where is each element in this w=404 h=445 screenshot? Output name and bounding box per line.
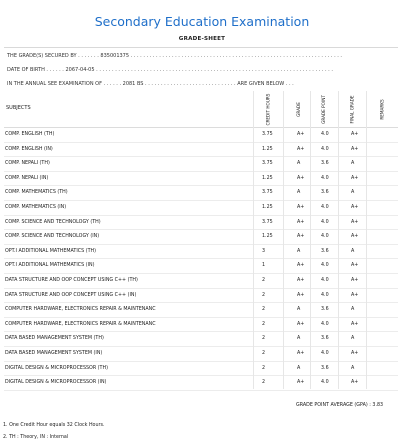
credit-hours-cell: 2 <box>262 321 266 327</box>
grade-point-cell: 3.6 <box>321 365 329 371</box>
grade-point-cell: 4.0 <box>321 263 329 269</box>
grade-point-cell: 4.0 <box>321 234 329 240</box>
grade-point-cell: 4.0 <box>321 321 329 327</box>
credit-hours-cell: 2 <box>262 307 266 313</box>
subject-cell: DATA BASED MANAGEMENT SYSTEM (TH) <box>5 336 104 342</box>
final-grade-cell: A+ <box>351 234 359 240</box>
final-grade-cell: A <box>351 248 355 254</box>
final-grade-cell: A+ <box>351 132 359 137</box>
final-grade-cell: A+ <box>351 380 359 386</box>
final-grade-cell: A+ <box>351 321 359 327</box>
grade-cell: A+ <box>297 146 305 152</box>
subject-cell: COMP. ENGLISH (IN) <box>5 146 53 152</box>
final-grade-cell: A <box>351 307 355 313</box>
subject-cell: DATA BASED MANAGEMENT SYSTEM (IN) <box>5 350 103 356</box>
subject-cell: COMP. NEPALI (TH) <box>5 161 50 167</box>
subject-cell: DATA STRUCTURE AND OOP CONCEPT USING C++ (IN) <box>5 292 137 298</box>
credit-hours-cell: 2 <box>262 350 266 356</box>
column-divider <box>283 91 284 389</box>
credit-hours-cell: 1.25 <box>262 234 273 240</box>
final-grade-cell: A+ <box>351 277 359 283</box>
grade-cell: A+ <box>297 277 305 283</box>
grade-cell: A+ <box>297 380 305 386</box>
final-grade-cell: A+ <box>351 263 359 269</box>
final-grade-cell: A+ <box>351 146 359 152</box>
grade-cell: A+ <box>297 175 305 181</box>
subject-cell: DIGITAL DESIGN & MICROPROCESSOR (TH) <box>5 365 108 371</box>
note-abbreviations: 2. TH : Theory, IN : Internal <box>3 435 69 440</box>
subject-cell: COMPUTER HARDWARE, ELECTRONICS REPAIR & MAINTENANC <box>5 307 156 313</box>
grade-cell: A+ <box>297 234 305 240</box>
exam-title: Secondary Education Examination <box>94 14 310 29</box>
grade-point-cell: 4.0 <box>321 292 329 298</box>
info-examination: IN THE ANNUAL SEE EXAMINATION OF . . . . . . 2081 BS . . . . . . . . . . . . . . . . . . . . . . . . . . . . . ARE GIVEN BELOW . . . <box>7 81 294 87</box>
header-final-grade: FINAL GRADE <box>349 95 355 124</box>
final-grade-cell: A <box>351 365 355 371</box>
grade-point-cell: 4.0 <box>321 380 329 386</box>
grade-point-cell: 3.6 <box>321 190 329 196</box>
credit-hours-cell: 3.75 <box>262 219 273 225</box>
grade-cell: A+ <box>297 219 305 225</box>
grade-cell: A+ <box>297 350 305 356</box>
grade-point-cell: 4.0 <box>321 204 329 210</box>
final-grade-cell: A <box>351 336 355 342</box>
header-grade-point: GRADE POINT <box>320 95 326 124</box>
credit-hours-cell: 1 <box>262 263 266 269</box>
header-subjects: SUBJECTS <box>6 105 31 111</box>
header-credit-hours: CREDIT HOURS <box>265 93 271 126</box>
credit-hours-cell: 2 <box>262 277 266 283</box>
grade-sheet-heading: GRADE-SHEET <box>178 36 226 42</box>
subject-cell: COMPUTER HARDWARE, ELECTRONICS REPAIR & MAINTENANC <box>5 321 156 327</box>
subject-cell: COMP. ENGLISH (TH) <box>5 132 55 137</box>
credit-hours-cell: 3 <box>262 248 266 254</box>
column-divider <box>310 91 311 389</box>
header-grade: GRADE <box>295 102 301 117</box>
grade-cell: A+ <box>297 292 305 298</box>
subject-cell: DATA STRUCTURE AND OOP CONCEPT USING C++ (TH) <box>5 277 138 283</box>
final-grade-cell: A+ <box>351 204 359 210</box>
credit-hours-cell: 3.75 <box>262 190 273 196</box>
grade-cell: A+ <box>297 321 305 327</box>
final-grade-cell: A+ <box>351 175 359 181</box>
credit-hours-cell: 2 <box>262 292 266 298</box>
final-grade-cell: A+ <box>351 350 359 356</box>
final-grade-cell: A <box>351 161 355 167</box>
column-divider <box>253 91 254 389</box>
credit-hours-cell: 1.25 <box>262 175 273 181</box>
subject-cell: COMP. NEPALI (IN) <box>5 175 49 181</box>
column-divider <box>338 91 339 389</box>
grade-cell: A <box>297 248 301 254</box>
credit-hours-cell: 2 <box>262 365 266 371</box>
grade-point-cell: 4.0 <box>321 132 329 137</box>
grade-point-cell: 4.0 <box>321 277 329 283</box>
final-grade-cell: A+ <box>351 292 359 298</box>
info-grades-secured-by: THE GRADE(S) SECURED BY . . . . . . . 835001375 . . . . . . . . . . . . . . . . . . . . . . . . . . . . . . . . . . . . . . . . . . . . . . . . . . . . . . . . . . . . . . . . . . . <box>7 53 343 59</box>
final-grade-cell: A <box>351 190 355 196</box>
grade-cell: A <box>297 161 301 167</box>
column-divider <box>366 91 367 389</box>
grade-point-cell: 4.0 <box>321 175 329 181</box>
heading-divider <box>4 47 398 48</box>
gpa-summary: GRADE POINT AVERAGE (GPA) : 3.83 <box>296 403 384 408</box>
credit-hours-cell: 2 <box>262 336 266 342</box>
credit-hours-cell: 3.75 <box>262 161 273 167</box>
subject-cell: DIGITAL DESIGN & MICROPROCESSOR (IN) <box>5 380 107 386</box>
grade-point-cell: 4.0 <box>321 219 329 225</box>
credit-hours-cell: 3.75 <box>262 132 273 137</box>
grade-point-cell: 3.6 <box>321 248 329 254</box>
grade-cell: A <box>297 307 301 313</box>
grade-point-cell: 4.0 <box>321 350 329 356</box>
grade-cell: A+ <box>297 263 305 269</box>
header-remarks: REMARKS <box>379 99 385 120</box>
grade-point-cell: 3.6 <box>321 307 329 313</box>
grade-cell: A <box>297 365 301 371</box>
credit-hours-cell: 2 <box>262 380 266 386</box>
subject-cell: OPT.I ADDITIONAL MATHEMATICS (IN) <box>5 263 95 269</box>
grade-point-cell: 3.6 <box>321 336 329 342</box>
subject-cell: OPT.I ADDITIONAL MATHEMATICS (TH) <box>5 248 96 254</box>
subject-cell: COMP. SCIENCE AND TECHNOLOGY (TH) <box>5 219 101 225</box>
subject-cell: COMP. MATHEMATICS (IN) <box>5 204 67 210</box>
grade-cell: A+ <box>297 132 305 137</box>
subject-cell: COMP. SCIENCE AND TECHNOLOGY (IN) <box>5 234 100 240</box>
grade-cell: A+ <box>297 204 305 210</box>
grade-cell: A <box>297 336 301 342</box>
note-credit-hour: 1. One Credit Hour equals 32 Clock Hours. <box>3 423 105 428</box>
credit-hours-cell: 1.25 <box>262 146 273 152</box>
grade-point-cell: 4.0 <box>321 146 329 152</box>
subject-cell: COMP. MATHEMATICS (TH) <box>5 190 68 196</box>
grade-cell: A <box>297 190 301 196</box>
credit-hours-cell: 1.25 <box>262 204 273 210</box>
info-date-of-birth: DATE OF BIRTH . . . . . . 2067-04-05 . . . . . . . . . . . . . . . . . . . . . . . . . . . . . . . . . . . . . . . . . . . . . . . . . . . . . . . . . . . . . . . . . . . . . . . . . . . <box>7 67 333 73</box>
grade-point-cell: 3.6 <box>321 161 329 167</box>
final-grade-cell: A+ <box>351 219 359 225</box>
